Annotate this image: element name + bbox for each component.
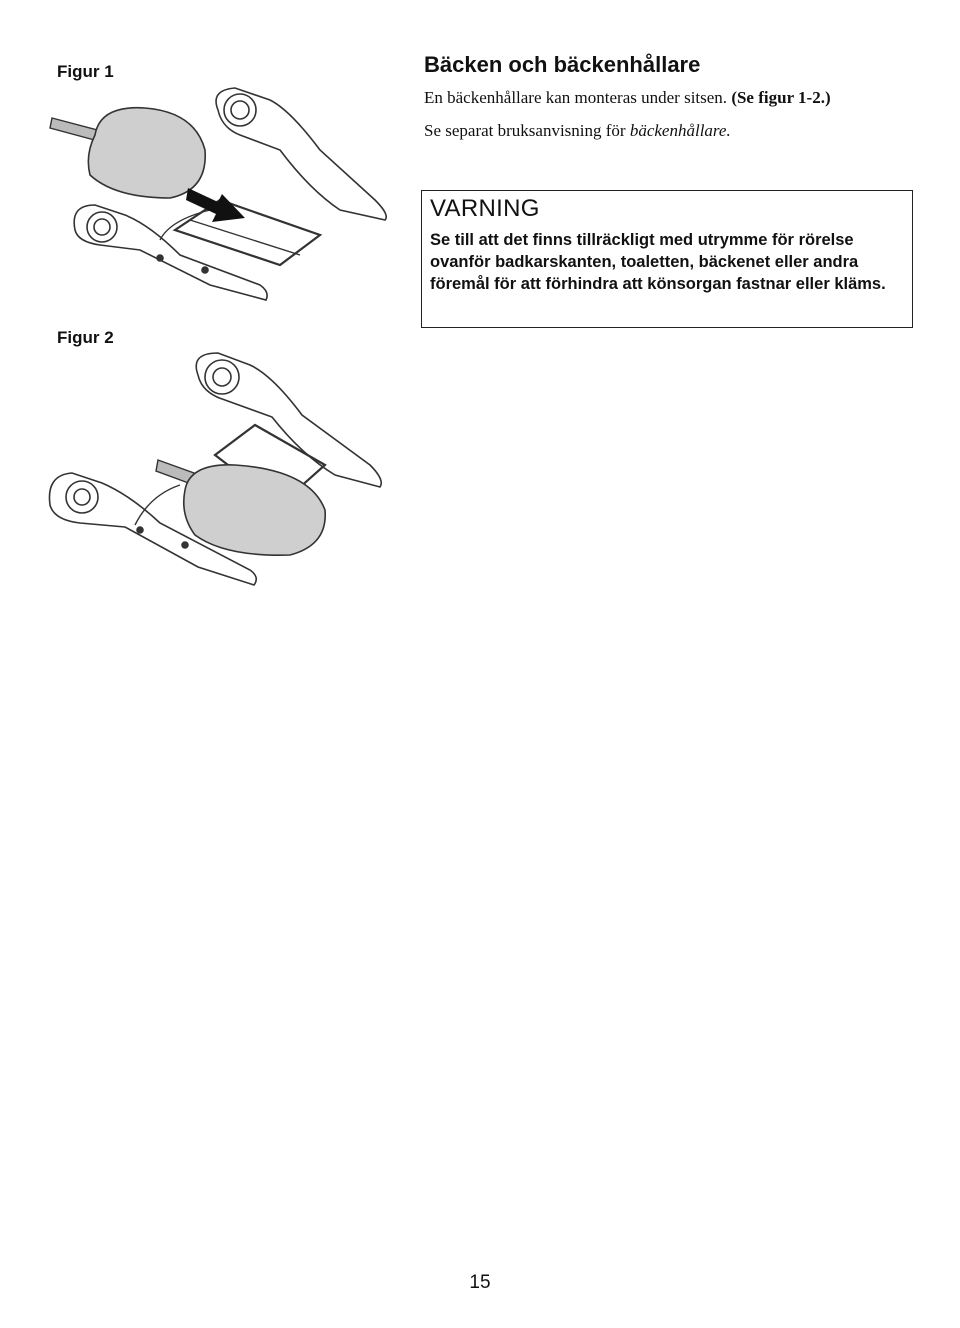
manual-reference-paragraph <box>424 121 731 141</box>
manual-reference-title: bäckenhållare. <box>629 121 731 140</box>
figure-2-illustration <box>40 345 410 595</box>
warning-text: Se till att det finns tillräckligt med utrymme för rörelse ovanför badkarskanten, toaletten, bäckenet eller andra föremål för att förhindra att könsorgan fastnar eller kläms. <box>430 231 886 293</box>
mount-info-paragraph <box>424 88 831 108</box>
right-hinge <box>224 94 256 126</box>
figure-1-label: Figur 1 <box>57 62 114 81</box>
page-number: 15 <box>469 1272 491 1293</box>
warning-box <box>421 190 913 328</box>
pan-holder-wire <box>175 200 320 265</box>
right-armrest <box>216 88 386 220</box>
right-hinge <box>205 360 239 394</box>
section-title: Bäcken och bäckenhållare <box>424 52 701 77</box>
figure-reference: (Se figur 1-2.) <box>731 88 831 107</box>
mount-info-text: En bäckenhållare kan monteras under sitsen. <box>424 88 732 107</box>
figure-2-label: Figur 2 <box>57 328 114 347</box>
bedpan <box>184 465 325 555</box>
bedpan <box>88 108 205 198</box>
manual-reference-text: Se separat bruksanvisning för <box>424 121 630 140</box>
figure-1-illustration <box>40 80 410 320</box>
warning-title: VARNING <box>430 195 540 222</box>
left-hinge <box>66 481 98 513</box>
left-hinge <box>87 212 117 242</box>
